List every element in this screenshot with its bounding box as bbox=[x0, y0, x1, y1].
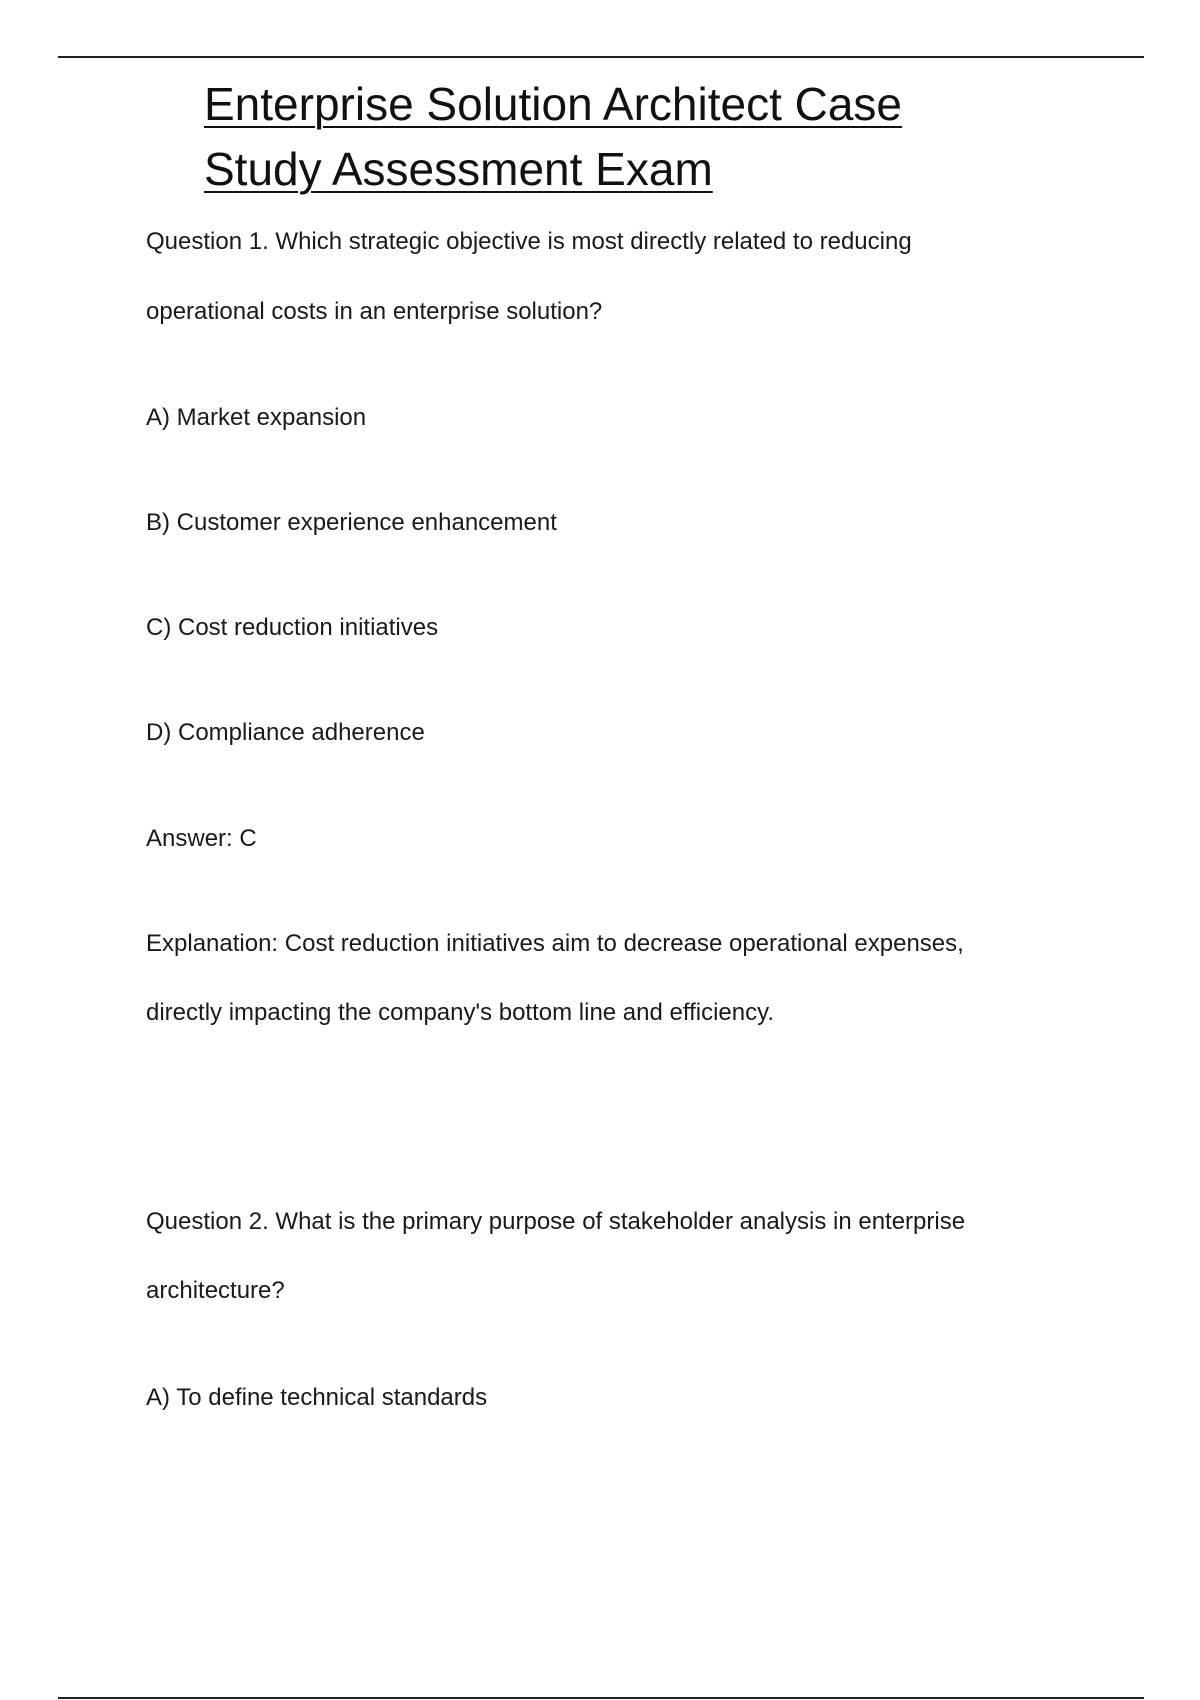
question-2-text-line-2: architecture? bbox=[146, 1277, 285, 1304]
bottom-rule bbox=[58, 1697, 1144, 1699]
page-title bbox=[204, 72, 1104, 202]
question-1-option-c: C) Cost reduction initiatives bbox=[146, 614, 439, 641]
question-1-explanation-line-2: directly impacting the company's bottom line and efficiency. bbox=[146, 999, 775, 1026]
question-2-option-a: A) To define technical standards bbox=[146, 1384, 488, 1411]
question-1-option-b: B) Customer experience enhancement bbox=[146, 509, 557, 536]
question-1-text-line-2: operational costs in an enterprise solution? bbox=[146, 298, 603, 325]
question-1-explanation-line-1: Explanation: Cost reduction initiatives aim to decrease operational expenses, bbox=[146, 930, 964, 957]
question-1-answer: Answer: C bbox=[146, 825, 257, 852]
page-title-line-2: Study Assessment Exam bbox=[204, 143, 713, 195]
top-rule bbox=[58, 56, 1144, 58]
page-title-line-1: Enterprise Solution Architect Case bbox=[204, 78, 903, 130]
question-1-option-a: A) Market expansion bbox=[146, 404, 367, 431]
question-1-option-d: D) Compliance adherence bbox=[146, 719, 425, 746]
question-2-text-line-1: Question 2. What is the primary purpose of stakeholder analysis in enterprise bbox=[146, 1208, 966, 1235]
question-1-text-line-1: Question 1. Which strategic objective is most directly related to reducing bbox=[146, 228, 912, 255]
